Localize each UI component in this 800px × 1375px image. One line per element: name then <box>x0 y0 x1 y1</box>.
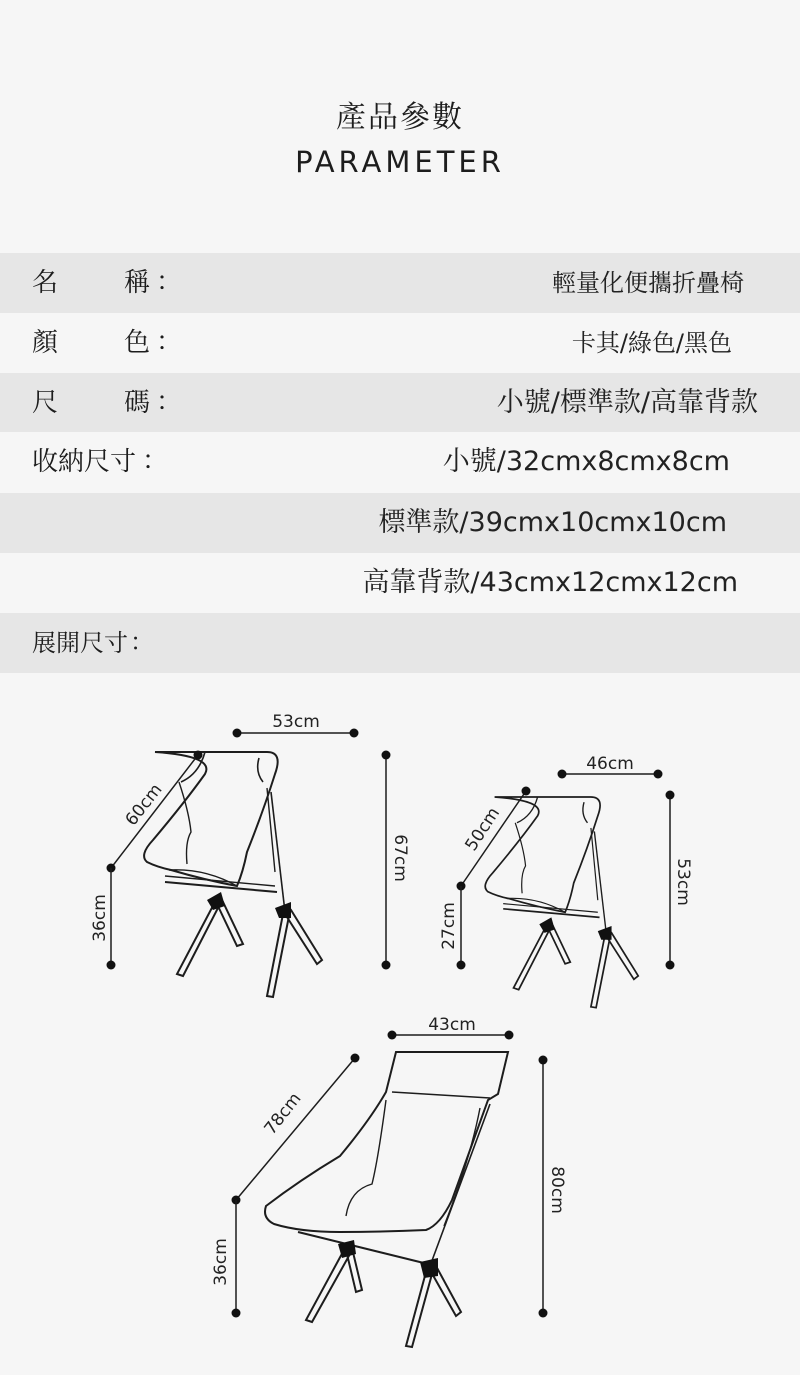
param-colon: ： <box>130 628 154 656</box>
param-label-storage: 收納尺寸 <box>32 447 137 477</box>
dim-small-seat: 27cm <box>439 902 459 950</box>
dim-high-depth: 78cm <box>260 1089 306 1139</box>
dim-standard-width: 53cm <box>272 712 320 732</box>
dim-standard-height: 67cm <box>390 834 410 882</box>
dim-high-width: 43cm <box>428 1015 476 1035</box>
page-subtitle: PARAMETER <box>295 145 505 179</box>
param-value-name: 輕量化便攜折疊椅 <box>552 269 744 297</box>
dim-small-width: 46cm <box>586 754 634 774</box>
dim-high-height: 80cm <box>547 1166 567 1214</box>
dim-standard-seat: 36cm <box>90 894 110 942</box>
dim-high-seat: 36cm <box>211 1238 231 1286</box>
param-value-storage-small: 小號/32cmx8cmx8cm <box>442 446 730 477</box>
param-colon: ： <box>156 267 183 297</box>
param-colon: ： <box>156 327 183 357</box>
dim-standard-depth: 60cm <box>121 780 167 830</box>
param-value-color: 卡其/綠色/黑色 <box>571 329 732 357</box>
dim-small-depth: 50cm <box>461 803 505 855</box>
param-value-size: 小號/標準款/高靠背款 <box>496 387 758 418</box>
param-label-color-2: 色 <box>124 328 151 358</box>
page-title: 產品參數 <box>336 100 464 135</box>
param-label-size-1: 尺 <box>32 388 59 418</box>
param-value-storage-high: 高靠背款/43cmx12cmx12cm <box>362 567 738 598</box>
param-colon: ： <box>156 387 183 417</box>
param-label-size-2: 碼 <box>124 388 151 418</box>
dim-small-height: 53cm <box>673 858 693 906</box>
param-label-color-1: 顏 <box>32 328 59 358</box>
param-label-unfold: 展開尺寸 <box>32 629 128 657</box>
param-value-storage-standard: 標準款/39cmx10cmx10cm <box>378 507 727 538</box>
param-label-name-2: 稱 <box>124 268 151 298</box>
param-colon: ： <box>142 446 169 476</box>
param-label-name-1: 名 <box>32 268 59 298</box>
